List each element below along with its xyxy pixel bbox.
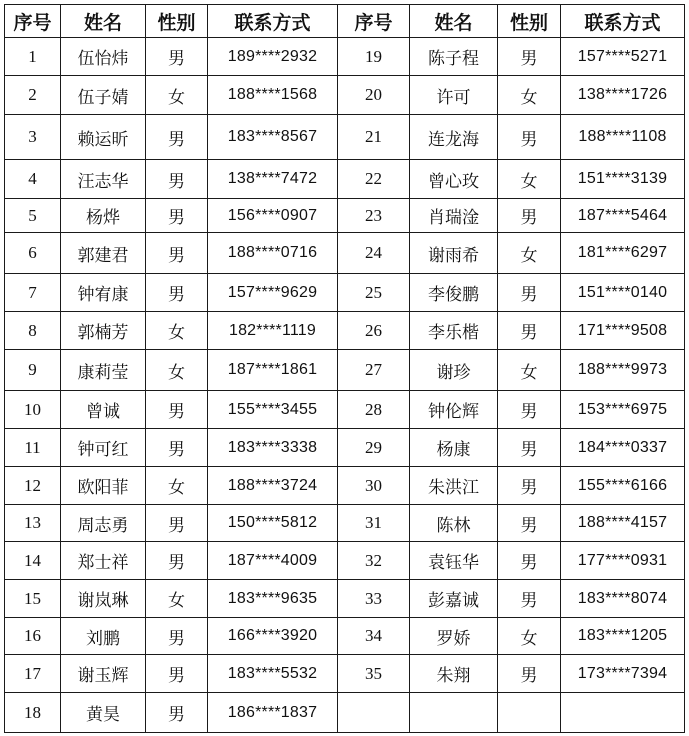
cell-contact-right: 153****6975 [561, 391, 685, 429]
cell-gender-left: 女 [146, 580, 208, 618]
cell-index-left: 2 [5, 76, 61, 115]
cell-contact-right [561, 693, 685, 733]
cell-contact-right: 171****9508 [561, 312, 685, 350]
cell-contact-left: 182****1119 [208, 312, 338, 350]
cell-contact-right: 151****3139 [561, 160, 685, 199]
cell-contact-left: 183****9635 [208, 580, 338, 618]
cell-contact-left: 186****1837 [208, 693, 338, 733]
table-row [5, 160, 685, 199]
cell-name-right: 李俊鹏 [410, 274, 498, 312]
cell-gender-right: 男 [498, 391, 561, 429]
cell-gender-left: 男 [146, 429, 208, 467]
cell-contact-right: 155****6166 [561, 467, 685, 505]
header-index-left: 序号 [5, 5, 61, 38]
cell-name-right: 朱洪江 [410, 467, 498, 505]
cell-gender-right: 男 [498, 580, 561, 618]
cell-name-left: 汪志华 [61, 160, 146, 199]
cell-contact-left: 155****3455 [208, 391, 338, 429]
table-row [5, 580, 685, 618]
cell-name-left: 曾诚 [61, 391, 146, 429]
cell-gender-left: 男 [146, 655, 208, 693]
cell-name-left: 周志勇 [61, 505, 146, 542]
cell-name-right: 肖瑞淦 [410, 199, 498, 233]
cell-index-left: 12 [5, 467, 61, 505]
table-row [5, 542, 685, 580]
cell-gender-left: 男 [146, 274, 208, 312]
cell-contact-right: 183****1205 [561, 618, 685, 655]
cell-index-left: 17 [5, 655, 61, 693]
cell-contact-left: 189****2932 [208, 38, 338, 76]
cell-index-left: 15 [5, 580, 61, 618]
header-row [5, 5, 685, 38]
cell-index-right: 23 [338, 199, 410, 233]
cell-gender-right: 男 [498, 542, 561, 580]
cell-contact-left: 188****0716 [208, 233, 338, 274]
cell-contact-right: 138****1726 [561, 76, 685, 115]
cell-index-left: 1 [5, 38, 61, 76]
cell-name-left: 钟可红 [61, 429, 146, 467]
table-row [5, 391, 685, 429]
cell-index-right: 25 [338, 274, 410, 312]
cell-gender-right [498, 693, 561, 733]
cell-name-right: 杨康 [410, 429, 498, 467]
cell-name-left: 郭建君 [61, 233, 146, 274]
cell-contact-left: 166****3920 [208, 618, 338, 655]
cell-index-right: 24 [338, 233, 410, 274]
cell-name-left: 郭楠芳 [61, 312, 146, 350]
table-row [5, 233, 685, 274]
cell-gender-left: 男 [146, 38, 208, 76]
cell-index-left: 6 [5, 233, 61, 274]
cell-gender-left: 男 [146, 542, 208, 580]
header-name-right: 姓名 [410, 5, 498, 38]
cell-name-left: 钟宥康 [61, 274, 146, 312]
table-row [5, 618, 685, 655]
cell-gender-left: 男 [146, 693, 208, 733]
table-row [5, 115, 685, 160]
cell-name-right: 罗娇 [410, 618, 498, 655]
header-gender-left: 性别 [146, 5, 208, 38]
cell-index-right: 21 [338, 115, 410, 160]
cell-gender-left: 男 [146, 115, 208, 160]
cell-gender-right: 男 [498, 274, 561, 312]
cell-name-right: 谢雨希 [410, 233, 498, 274]
cell-name-right: 李乐楷 [410, 312, 498, 350]
cell-name-left: 郑士祥 [61, 542, 146, 580]
table-row [5, 429, 685, 467]
cell-gender-right: 女 [498, 76, 561, 115]
cell-contact-left: 188****3724 [208, 467, 338, 505]
cell-gender-left: 男 [146, 391, 208, 429]
cell-name-left: 谢玉辉 [61, 655, 146, 693]
cell-contact-right: 188****4157 [561, 505, 685, 542]
cell-name-right: 曾心玫 [410, 160, 498, 199]
cell-name-left: 赖运昕 [61, 115, 146, 160]
table-header [5, 5, 685, 38]
cell-contact-left: 183****5532 [208, 655, 338, 693]
cell-index-left: 18 [5, 693, 61, 733]
cell-gender-right: 男 [498, 38, 561, 76]
table-body [5, 38, 685, 733]
cell-contact-left: 187****1861 [208, 350, 338, 391]
cell-name-right: 谢珍 [410, 350, 498, 391]
cell-contact-left: 183****8567 [208, 115, 338, 160]
cell-gender-right: 男 [498, 655, 561, 693]
cell-name-left: 杨烨 [61, 199, 146, 233]
cell-contact-right: 187****5464 [561, 199, 685, 233]
table-row [5, 350, 685, 391]
cell-index-right: 33 [338, 580, 410, 618]
header-gender-right: 性别 [498, 5, 561, 38]
roster-table [4, 4, 685, 733]
cell-contact-left: 156****0907 [208, 199, 338, 233]
header-contact-left: 联系方式 [208, 5, 338, 38]
cell-name-left: 谢岚琳 [61, 580, 146, 618]
table-row [5, 655, 685, 693]
cell-index-left: 11 [5, 429, 61, 467]
cell-name-right [410, 693, 498, 733]
table-row [5, 38, 685, 76]
cell-gender-right: 女 [498, 233, 561, 274]
table-row [5, 505, 685, 542]
cell-name-right: 陈林 [410, 505, 498, 542]
cell-name-right: 连龙海 [410, 115, 498, 160]
cell-index-left: 7 [5, 274, 61, 312]
cell-index-left: 4 [5, 160, 61, 199]
cell-contact-right: 151****0140 [561, 274, 685, 312]
cell-contact-right: 173****7394 [561, 655, 685, 693]
cell-gender-left: 男 [146, 160, 208, 199]
cell-index-right: 31 [338, 505, 410, 542]
cell-contact-right: 183****8074 [561, 580, 685, 618]
cell-gender-left: 男 [146, 233, 208, 274]
cell-gender-right: 女 [498, 350, 561, 391]
cell-contact-right: 188****9973 [561, 350, 685, 391]
cell-contact-left: 150****5812 [208, 505, 338, 542]
cell-contact-left: 183****3338 [208, 429, 338, 467]
table-row [5, 76, 685, 115]
cell-index-left: 16 [5, 618, 61, 655]
cell-index-right: 28 [338, 391, 410, 429]
cell-gender-left: 女 [146, 312, 208, 350]
cell-contact-right: 184****0337 [561, 429, 685, 467]
cell-gender-right: 男 [498, 115, 561, 160]
cell-gender-right: 男 [498, 312, 561, 350]
cell-name-right: 朱翔 [410, 655, 498, 693]
cell-contact-left: 188****1568 [208, 76, 338, 115]
cell-index-right: 35 [338, 655, 410, 693]
cell-name-left: 黄昊 [61, 693, 146, 733]
cell-index-left: 9 [5, 350, 61, 391]
cell-gender-right: 男 [498, 199, 561, 233]
cell-index-right: 26 [338, 312, 410, 350]
cell-index-right: 19 [338, 38, 410, 76]
cell-gender-left: 男 [146, 618, 208, 655]
cell-index-right [338, 693, 410, 733]
table-row [5, 199, 685, 233]
table-row [5, 467, 685, 505]
cell-name-left: 刘鹏 [61, 618, 146, 655]
cell-name-right: 彭嘉诚 [410, 580, 498, 618]
cell-contact-left: 157****9629 [208, 274, 338, 312]
cell-gender-left: 男 [146, 505, 208, 542]
cell-index-left: 5 [5, 199, 61, 233]
cell-gender-right: 女 [498, 160, 561, 199]
cell-name-left: 伍怡炜 [61, 38, 146, 76]
cell-contact-right: 188****1108 [561, 115, 685, 160]
cell-name-right: 钟伦辉 [410, 391, 498, 429]
header-index-right: 序号 [338, 5, 410, 38]
cell-index-left: 3 [5, 115, 61, 160]
cell-contact-right: 181****6297 [561, 233, 685, 274]
cell-index-right: 29 [338, 429, 410, 467]
cell-index-right: 30 [338, 467, 410, 505]
cell-name-right: 许可 [410, 76, 498, 115]
cell-contact-left: 138****7472 [208, 160, 338, 199]
cell-gender-left: 男 [146, 199, 208, 233]
cell-index-right: 27 [338, 350, 410, 391]
cell-index-left: 13 [5, 505, 61, 542]
table-row [5, 693, 685, 733]
cell-gender-right: 男 [498, 429, 561, 467]
table-row [5, 274, 685, 312]
cell-index-left: 8 [5, 312, 61, 350]
cell-name-left: 欧阳菲 [61, 467, 146, 505]
cell-index-right: 34 [338, 618, 410, 655]
cell-contact-left: 187****4009 [208, 542, 338, 580]
cell-index-right: 20 [338, 76, 410, 115]
cell-index-left: 14 [5, 542, 61, 580]
cell-gender-left: 女 [146, 350, 208, 391]
cell-gender-right: 女 [498, 618, 561, 655]
cell-name-right: 陈子程 [410, 38, 498, 76]
cell-index-right: 22 [338, 160, 410, 199]
cell-gender-left: 女 [146, 76, 208, 115]
header-name-left: 姓名 [61, 5, 146, 38]
cell-contact-right: 157****5271 [561, 38, 685, 76]
header-contact-right: 联系方式 [561, 5, 685, 38]
table-row [5, 312, 685, 350]
cell-contact-right: 177****0931 [561, 542, 685, 580]
cell-index-left: 10 [5, 391, 61, 429]
cell-name-right: 袁钰华 [410, 542, 498, 580]
cell-gender-right: 男 [498, 505, 561, 542]
cell-gender-left: 女 [146, 467, 208, 505]
cell-gender-right: 男 [498, 467, 561, 505]
cell-name-left: 伍子婧 [61, 76, 146, 115]
cell-name-left: 康莉莹 [61, 350, 146, 391]
cell-index-right: 32 [338, 542, 410, 580]
